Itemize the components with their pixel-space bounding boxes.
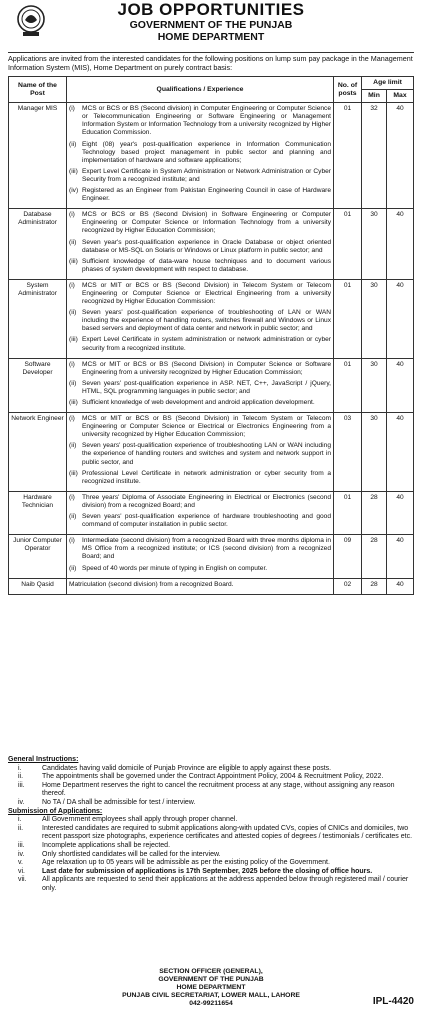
item-marker: (i) xyxy=(69,493,75,501)
qualification-item xyxy=(69,309,331,333)
item-marker: (iii) xyxy=(69,257,78,265)
item-text: Expert Level Certificate in System Administration or Network Administration or Cyber Security from a recognized institute; and xyxy=(82,167,331,183)
item-marker: (i) xyxy=(69,211,75,219)
cell-posts: 01 xyxy=(334,491,362,534)
item-text: Last date for submission of applications is 17th September, 2025 before the closing of office hours. xyxy=(42,867,373,875)
list-item xyxy=(8,842,416,851)
item-text: Expert Level Certificate in system administration or network administration or cyber security from a recognized institute. xyxy=(82,336,331,352)
qualification-item xyxy=(69,513,331,529)
cell-posts: 01 xyxy=(334,209,362,280)
footer-line: GOVERNMENT OF THE PUNJAB xyxy=(158,976,264,983)
item-marker: (i) xyxy=(69,360,75,368)
post-name: Hardware Technician xyxy=(9,491,67,534)
col-max-header: Max xyxy=(387,90,414,103)
post-name: Naib Qasid xyxy=(9,578,67,594)
list-item xyxy=(8,825,416,842)
item-text: Sufficient knowledge of data-ware house techniques and to document various phases of system development with respect to database. xyxy=(82,257,331,273)
post-name: System Administrator xyxy=(9,279,67,358)
item-marker: (ii) xyxy=(69,140,77,148)
punjab-emblem-icon xyxy=(16,4,46,38)
cell-min: 30 xyxy=(362,279,387,358)
qualification-item xyxy=(69,168,331,184)
qualifications-cell xyxy=(67,413,334,492)
col-post-header: Name of the Post xyxy=(9,77,67,103)
footer-address xyxy=(0,968,422,1008)
qualification-item xyxy=(69,581,331,589)
general-title: General Instructions: xyxy=(8,756,79,763)
item-marker: iv. xyxy=(18,798,25,806)
qualification-item xyxy=(69,565,331,573)
item-text: Seven years' post-qualification experience in ASP. NET, C++, JavaScript / jQuery, HTML, SQL programming languages in public sector; and xyxy=(82,379,331,395)
col-min-header: Min xyxy=(362,90,387,103)
item-text: Candidates having valid domicile of Punjab Province are eligible to apply against these posts. xyxy=(42,764,332,772)
item-text: MCS or MIT or BCS or BS (Second Division) in Telecom System or Telecom Engineering or Computer Science or Electrical or Electronics Engineering from a university recognized by Higher Education Commission; xyxy=(82,415,331,439)
item-text: Seven years' post-qualification experience of troubleshooting of LAN or WAN including the experience of handling routers, switches firewall and Windows or Linux based servers and deployment of data center and network in public sector; and xyxy=(82,309,331,333)
qualifications-cell xyxy=(67,279,334,358)
cell-min: 32 xyxy=(362,103,387,209)
col-qual-header: Qualifications / Experience xyxy=(67,77,334,103)
qualifications-cell xyxy=(67,491,334,534)
item-marker: (ii) xyxy=(69,513,77,521)
item-marker: (i) xyxy=(69,415,75,423)
item-marker: (ii) xyxy=(69,442,77,450)
item-text: Seven years' post-qualification experience of troubleshooting LAN or WAN including the experience of handling routers and switches and system and network support in public sector, and xyxy=(82,442,331,466)
qualification-item xyxy=(69,187,331,203)
table-row xyxy=(9,358,414,412)
cell-min: 28 xyxy=(362,578,387,594)
table-row xyxy=(9,413,414,492)
intro-text: Applications are invited from the interested candidates for the following positions on lump sum pay package in the Management Information System (MIS), Home Department on purely contract basis: xyxy=(8,54,413,72)
item-marker: (iii) xyxy=(69,336,78,344)
cell-posts: 01 xyxy=(334,279,362,358)
item-marker: (iii) xyxy=(69,399,78,406)
footer-line: PUNJAB CIVIL SECRETARIAT, LOWER MALL, LAHORE xyxy=(122,992,300,999)
cell-max: 40 xyxy=(387,578,414,594)
page-title: JOB OPPORTUNITIES xyxy=(117,0,305,19)
cell-posts: 01 xyxy=(334,103,362,209)
qualification-item xyxy=(69,258,331,274)
item-marker: vi. xyxy=(18,867,25,875)
list-item xyxy=(8,765,416,774)
item-marker: i. xyxy=(18,764,22,772)
cell-posts: 01 xyxy=(334,358,362,412)
post-name: Software Developer xyxy=(9,358,67,412)
item-marker: ii. xyxy=(18,773,24,781)
qualification-item xyxy=(69,105,331,137)
divider xyxy=(8,52,414,53)
footer-line: 042-99211654 xyxy=(189,1000,233,1007)
list-item xyxy=(8,851,416,860)
table-row xyxy=(9,578,414,594)
qualification-item xyxy=(69,336,331,352)
post-name: Manager MIS xyxy=(9,103,67,209)
item-text: Matriculation (second division) from a recognized Board. xyxy=(69,580,234,588)
submission-title: Submission of Applications: xyxy=(8,807,103,815)
post-name: Database Administrator xyxy=(9,209,67,280)
item-marker: (i) xyxy=(69,105,75,113)
list-item xyxy=(8,773,416,782)
table-row xyxy=(9,209,414,280)
item-marker: (iii) xyxy=(69,167,78,175)
item-text: Interested candidates are required to submit applications along-with updated CVs, copies of CNICs and domiciles, two recent passport size photographs, experience certificates and attested copies of degrees / testimonials / certificates etc. xyxy=(42,824,413,841)
cell-min: 28 xyxy=(362,491,387,534)
cell-max: 40 xyxy=(387,358,414,412)
qualification-item xyxy=(69,470,331,486)
list-item xyxy=(8,799,416,808)
cell-max: 40 xyxy=(387,103,414,209)
cell-max: 40 xyxy=(387,209,414,280)
department-name: HOME DEPARTMENT xyxy=(157,31,265,43)
qualifications-cell xyxy=(67,535,334,578)
item-marker: (iv) xyxy=(69,187,79,195)
qualifications-cell xyxy=(67,103,334,209)
item-text: Seven years' post-qualification experience of hardware troubleshooting and good command of computer installation in public sector. xyxy=(82,513,331,529)
list-item xyxy=(8,782,416,799)
item-marker: iii. xyxy=(18,781,25,789)
item-text: Age relaxation up to 05 years will be admissible as per the existing policy of the Government. xyxy=(42,859,330,867)
item-text: Professional Level Certificate in network administration or cyber security from a recognized institute. xyxy=(82,469,331,485)
post-name: Junior Computer Operator xyxy=(9,535,67,578)
item-marker: ii. xyxy=(18,824,24,832)
item-marker: (ii) xyxy=(69,379,77,387)
item-text: MCS or MIT or BCS or BS (Second Division) in Telecom System or Telecom Engineering or Computer Science or Electrical Engineering from a university recognized by Higher Education Commission: xyxy=(82,281,331,306)
cell-posts: 02 xyxy=(334,578,362,594)
post-name: Network Engineer xyxy=(9,413,67,492)
table-row xyxy=(9,491,414,534)
qualifications-cell xyxy=(67,209,334,280)
item-text: MCS or BCS or BS (Second Division) in Software Engineering or Computer Engineering or Computer Science or Information Technology from a university recognized by Higher Education Commission; xyxy=(82,211,331,235)
item-marker: (ii) xyxy=(69,238,77,246)
footer-line: SECTION OFFICER (GENERAL), xyxy=(159,968,263,975)
qualification-item xyxy=(69,361,331,377)
qualification-item xyxy=(69,399,331,407)
header xyxy=(0,0,422,48)
item-text: Incomplete applications shall be rejected. xyxy=(42,841,171,849)
page-subtitle: GOVERNMENT OF THE PUNJAB xyxy=(129,19,293,31)
footer-line: HOME DEPARTMENT xyxy=(176,984,246,991)
table-row xyxy=(9,279,414,358)
cell-max: 40 xyxy=(387,491,414,534)
item-text: Seven year's post-qualification experience in Oracle Database or object oriented database or MS-SQL on Solaris or Windows or Linux platform in public sector; and xyxy=(82,238,331,254)
table-row xyxy=(9,535,414,578)
item-text: MCS or MIT or BCS or BS (Second Division) in Computer Science or Software Engineering from a university recognized by Higher Education Commission; xyxy=(82,360,331,376)
item-marker: iv. xyxy=(18,850,25,858)
qualification-item xyxy=(69,494,331,510)
item-text: All Government employees shall apply through proper channel. xyxy=(42,816,238,824)
item-marker: iii. xyxy=(18,841,25,849)
item-text: Only shortlisted candidates will be called for the interview. xyxy=(42,850,221,858)
qualification-item xyxy=(69,415,331,439)
qualifications-cell xyxy=(67,358,334,412)
item-marker: (i) xyxy=(69,281,75,289)
item-marker: (iii) xyxy=(69,469,78,477)
item-text: Home Department reserves the right to cancel the recruitment process at any stage, without assigning any reason thereof. xyxy=(42,781,395,798)
list-item xyxy=(8,816,416,825)
item-text: Registered as an Engineer from Pakistan Engineering Council in case of Hardware Engineer. xyxy=(82,187,331,203)
list-item xyxy=(8,859,416,868)
list-item xyxy=(8,868,416,877)
item-text: Intermediate (second division) from a recognized Board with three months diploma in MS Office from a recognized institute; or ICS (second division) from a recognized Board; and xyxy=(82,537,331,561)
instructions-section xyxy=(8,756,416,894)
ad-code: IPL-4420 xyxy=(372,996,414,1007)
table-row xyxy=(9,103,414,209)
item-marker: vii. xyxy=(18,876,27,884)
item-text: No TA / DA shall be admissible for test / interview. xyxy=(42,798,196,806)
item-marker: (ii) xyxy=(69,309,77,317)
item-text: Eight (08) year's post-qualification experience in Information Communication Technology based project management in public sector and planning and implementation of hardware and software applications; xyxy=(82,140,331,164)
qualifications-cell xyxy=(67,578,334,594)
cell-max: 40 xyxy=(387,279,414,358)
list-item xyxy=(8,876,416,893)
jobs-table xyxy=(8,76,414,595)
col-age-header: Age limit xyxy=(362,77,414,90)
item-text: MCS or BCS or BS (Second division) in Computer Engineering or Computer Science or Telecommunication Engineering or Software Engineering or Management Information System or Information Technology from a university recognized by Higher Education Commission. xyxy=(82,105,331,137)
item-marker: (i) xyxy=(69,537,75,545)
cell-min: 30 xyxy=(362,209,387,280)
cell-max: 40 xyxy=(387,413,414,492)
cell-posts: 03 xyxy=(334,413,362,492)
qualification-item xyxy=(69,537,331,561)
cell-posts: 09 xyxy=(334,535,362,578)
qualification-item xyxy=(69,211,331,235)
col-posts-header: No. of posts xyxy=(334,77,362,103)
qualification-item xyxy=(69,239,331,255)
qualification-item xyxy=(69,442,331,466)
cell-min: 30 xyxy=(362,358,387,412)
item-marker: v. xyxy=(18,859,23,867)
item-text: Speed of 40 words per minute of typing in English on computer. xyxy=(82,564,268,572)
qualification-item xyxy=(69,141,331,165)
item-text: All applicants are requested to send their applications at the address appended below through registered mail / courier only. xyxy=(42,876,409,892)
item-text: The appointments shall be governed under the Contract Appointment Policy, 2004 & Recruitment Policy, 2022. xyxy=(42,773,384,781)
item-text: Sufficient knowledge of web development and android application development. xyxy=(82,399,315,406)
item-text: Three years' Diploma of Associate Engineering in Electrical or Electronics (second division) from a recognized Board; and xyxy=(82,493,331,509)
qualification-item xyxy=(69,380,331,396)
item-marker: i. xyxy=(18,816,22,824)
cell-max: 40 xyxy=(387,535,414,578)
cell-min: 28 xyxy=(362,535,387,578)
cell-min: 30 xyxy=(362,413,387,492)
item-marker: (ii) xyxy=(69,564,77,572)
qualification-item xyxy=(69,282,331,306)
